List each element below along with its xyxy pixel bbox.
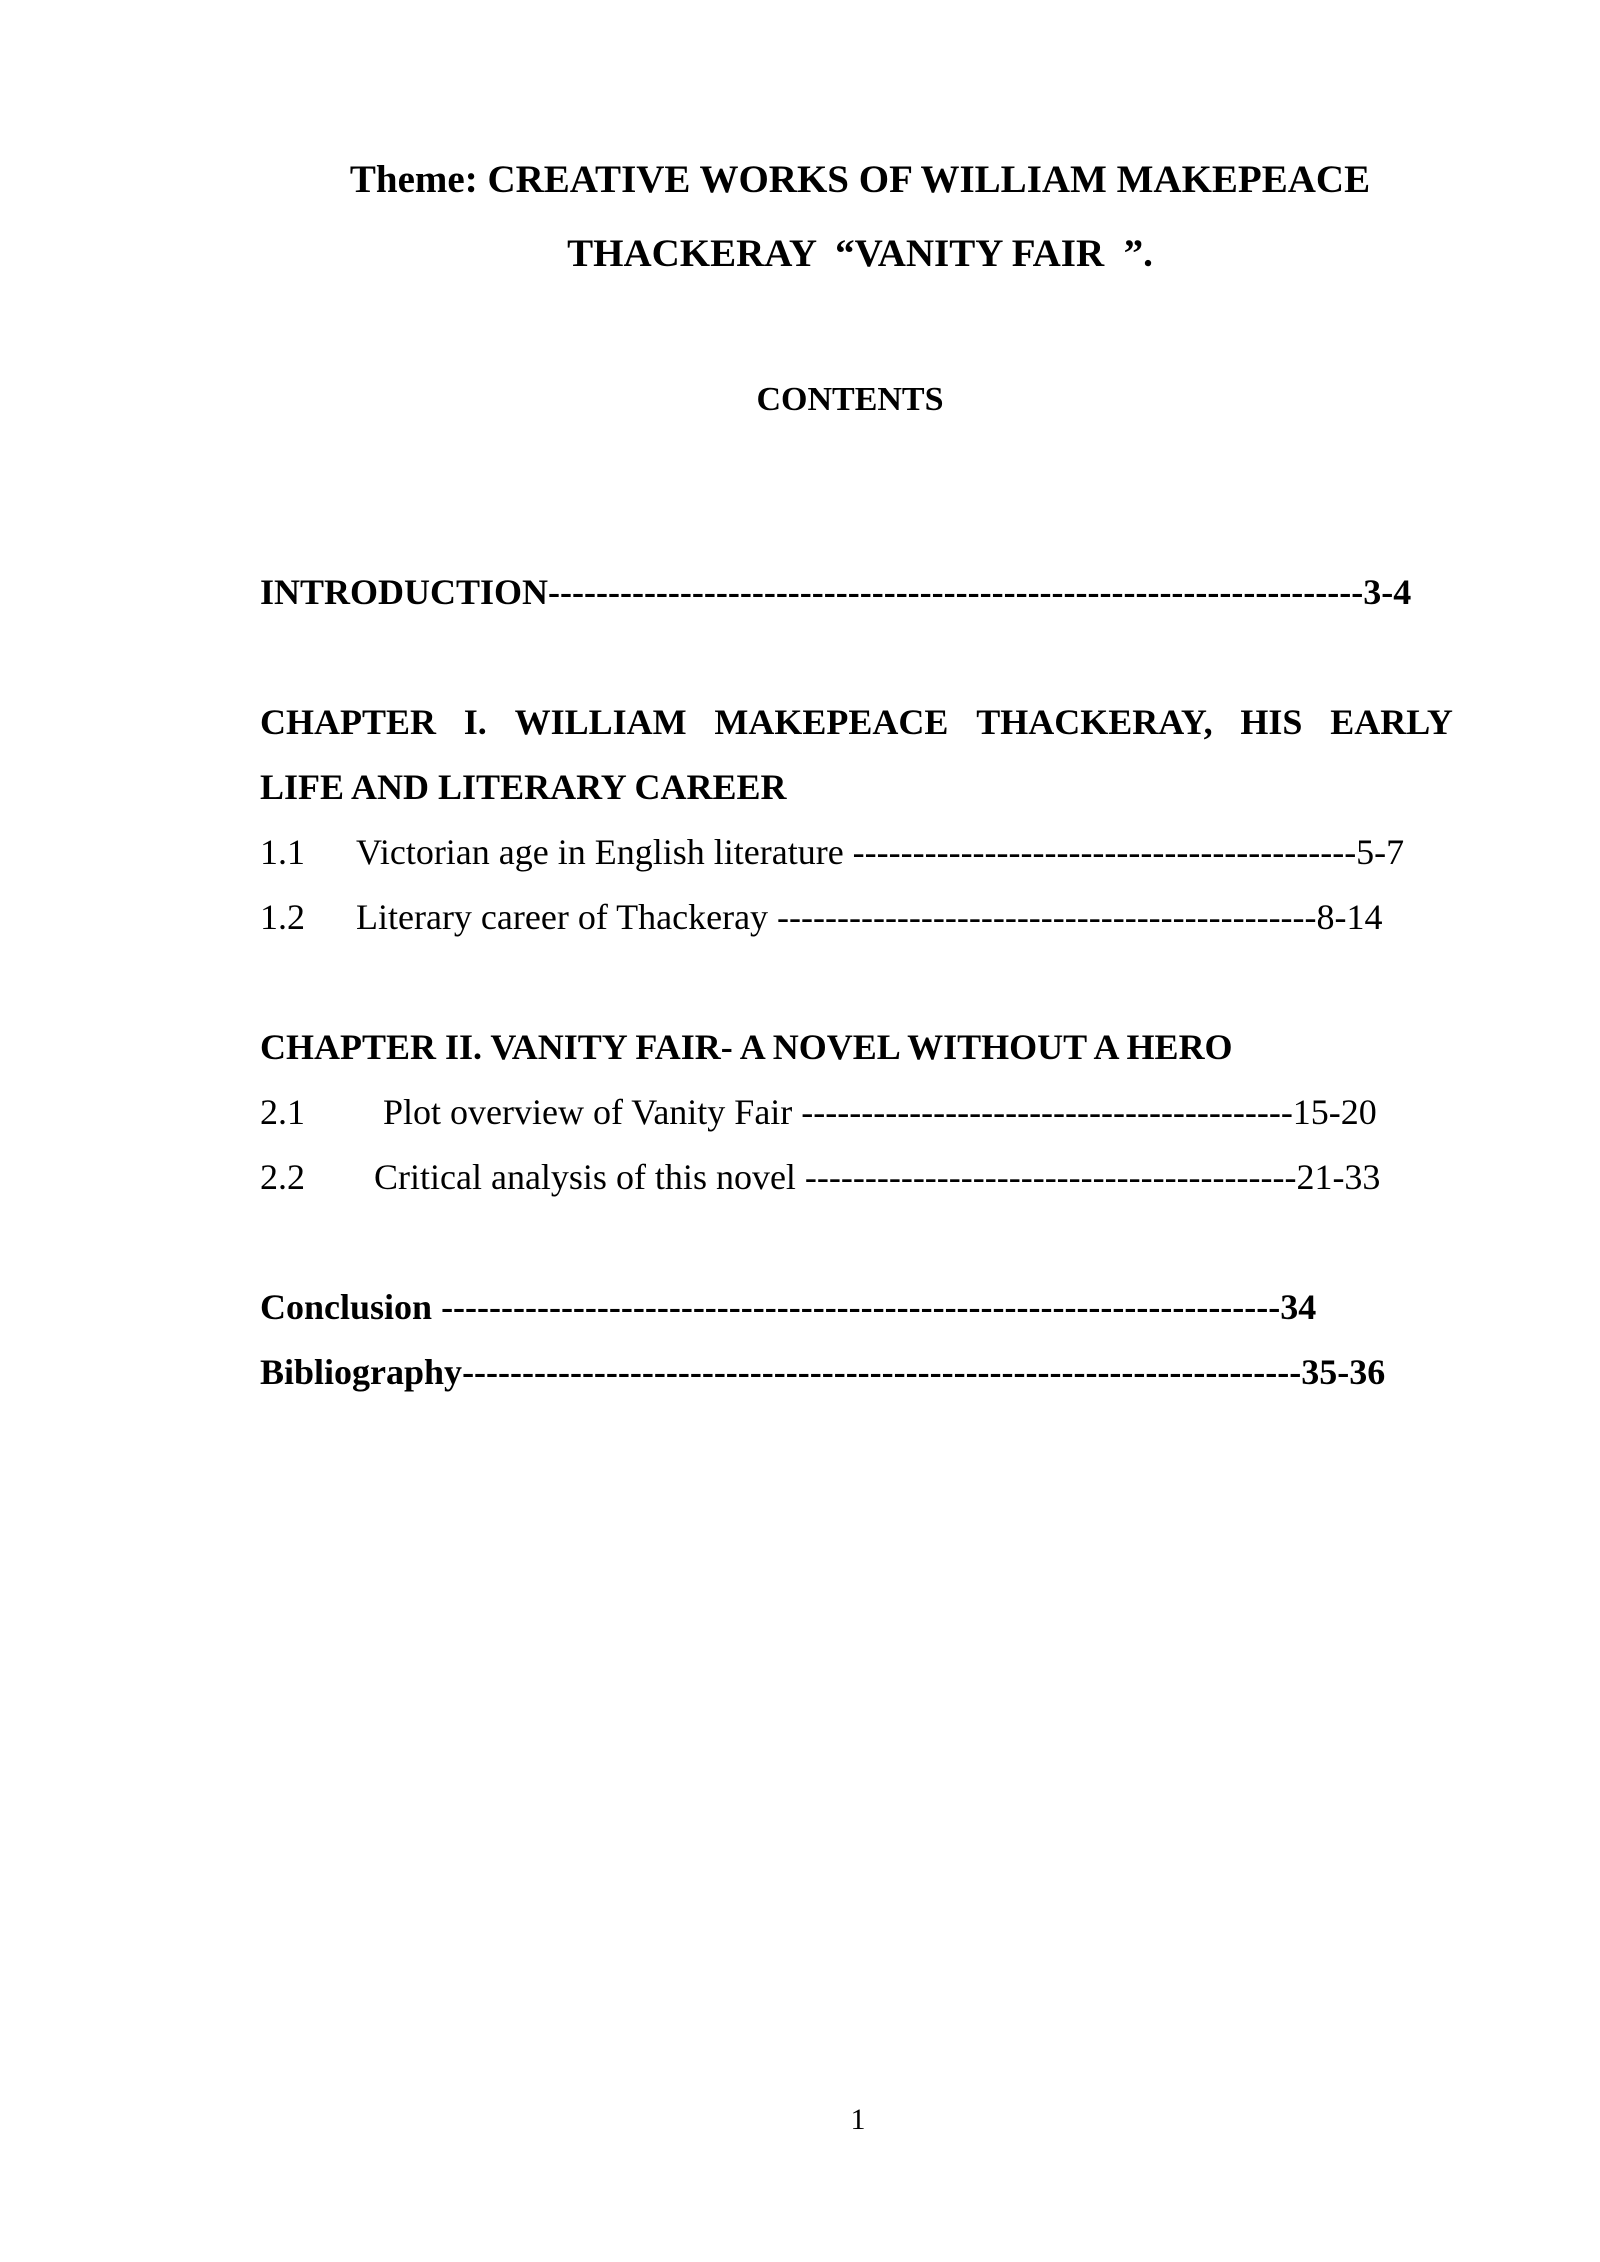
conclusion-leader: ----------------------------------------------------------------------34 [432, 1287, 1317, 1327]
toc-section-2-2 [260, 1159, 1380, 1195]
section-text: Literary career of Thackeray ---------------------------------------------8-14 [356, 897, 1383, 937]
document-title-line-1: Theme: CREATIVE WORKS OF WILLIAM MAKEPEACE [349, 158, 1371, 201]
chapter-1-word: THACKERAY, [976, 702, 1213, 742]
chapter-1-word: I. [463, 702, 487, 742]
toc-chapter-2-heading: CHAPTER II. VANITY FAIR- A NOVEL WITHOUT A HERO [260, 1027, 1233, 1067]
section-number: 2.2 [260, 1157, 305, 1197]
section-number: 2.1 [260, 1092, 305, 1132]
chapter-1-word: EARLY [1330, 702, 1453, 742]
document-title-line-2: THACKERAY “VANITY FAIR ”. [567, 232, 1153, 275]
toc-chapter-1-heading-line-1 [260, 704, 1453, 740]
toc-section-2-1 [260, 1094, 1377, 1130]
toc-bibliography [260, 1354, 1385, 1390]
section-text: Victorian age in English literature ------------------------------------------5-7 [356, 832, 1405, 872]
chapter-1-word: MAKEPEACE [714, 702, 949, 742]
page-number: 1 [850, 2103, 866, 2136]
bibliography-leader: ----------------------------------------------------------------------35-36 [462, 1352, 1386, 1392]
toc-chapter-1-heading-line-2: LIFE AND LITERARY CAREER [260, 767, 787, 807]
toc-section-1-1 [260, 834, 1404, 870]
bibliography-label: Bibliography [260, 1352, 463, 1392]
section-text: Critical analysis of this novel -----------------------------------------21-33 [374, 1157, 1381, 1197]
toc-section-1-2 [260, 899, 1383, 935]
chapter-1-word: WILLIAM [514, 702, 687, 742]
chapter-1-word: CHAPTER [260, 702, 437, 742]
section-number: 1.1 [260, 832, 305, 872]
contents-heading: CONTENTS [756, 381, 944, 418]
toc-conclusion [260, 1289, 1316, 1325]
chapter-1-word: HIS [1240, 702, 1303, 742]
section-text: Plot overview of Vanity Fair -----------------------------------------15-20 [383, 1092, 1377, 1132]
section-number: 1.2 [260, 897, 305, 937]
conclusion-label: Conclusion [260, 1287, 433, 1327]
toc-introduction: INTRODUCTION--------------------------------------------------------------------3-4 [260, 572, 1412, 612]
